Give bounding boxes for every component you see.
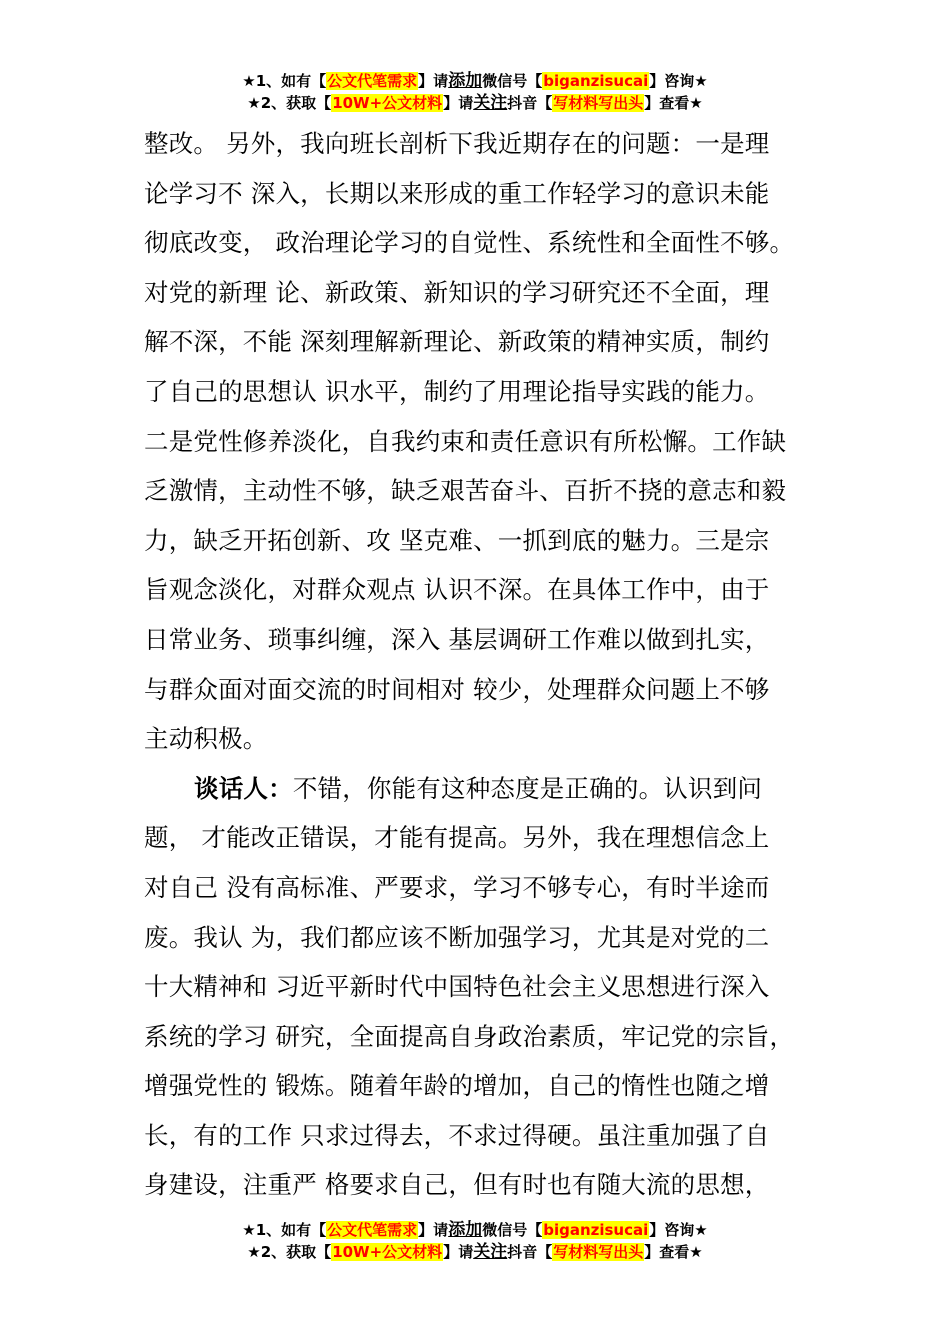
banner-text: 】咨询★ [649,1221,708,1239]
body-line: 主动积极。 [144,724,268,754]
banner-text: 】请 [418,1221,449,1239]
banner-line-2 [0,1241,950,1263]
banner-text: 】请 [443,1243,474,1261]
body-line: 论学习不 深入，长期以来形成的重工作轻学习的意识未能 [144,178,770,208]
banner-text: 】请 [418,72,449,90]
header-banner [0,70,950,114]
body-line: 乏激情，主动性不够，缺乏艰苦奋斗、百折不挠的意志和毅 [144,476,787,506]
body-line: 身建设，注重严 格要求自己，但有时也有随大流的思想， [144,1170,770,1200]
body-line: 二是党性修养淡化，自我约束和责任意识有所松懈。工作缺 [144,426,787,456]
banner-text: 抖音【 [507,94,553,112]
banner-douyin-id: 写材料写出头 [553,94,644,112]
banner-highlight: 10W+公文材料 [332,94,443,112]
banner-text: 】请 [443,94,474,112]
banner-text: 微信号【 [482,72,543,90]
speaker-paragraph-start [144,764,834,814]
body-line: 与群众面对面交流的时间相对 较少，处理群众问题上不够 [144,674,770,704]
body-line: 了自己的思想认 识水平，制约了用理论指导实践的能力。 [144,376,770,406]
banner-text: ★2、获取【 [247,94,332,112]
body-line: 力，缺乏开拓创新、攻 坚克难、一抓到底的魅力。三是宗 [144,525,770,555]
banner-douyin-id: 写材料写出头 [553,1243,644,1261]
banner-underline: 关注 [473,93,508,113]
banner-underline: 添加 [448,71,483,91]
body-line: 不错，你能有这种态度是正确的。认识到问 [292,773,763,803]
body-line: 解不深，不能 深刻理解新理论、新政策的精神实质，制约 [144,327,770,357]
body-line: 整改。 另外，我向班长剖析下我近期存在的问题：一是理 [144,129,770,158]
banner-wechat-id: biganzisucai [543,1221,649,1239]
banner-text: 】查看★ [644,1243,703,1261]
banner-text: ★1、如有【 [242,72,327,90]
banner-text: ★2、获取【 [247,1243,332,1261]
banner-text: 微信号【 [482,1221,543,1239]
footer-banner [0,1219,950,1263]
body-line: 废。我认 为，我们都应该不断加强学习，尤其是对党的二 [144,922,770,952]
banner-text: 】查看★ [644,94,703,112]
body-line: 十大精神和 习近平新时代中国特色社会主义思想进行深入 [144,972,770,1002]
banner-text: 】咨询★ [649,72,708,90]
body-line: 增强党性的 锻炼。随着年龄的增加，自己的惰性也随之增 [144,1071,770,1101]
banner-highlight: 公文代笔需求 [327,72,418,90]
body-line: 对党的新理 论、新政策、新知识的学习研究还不全面，理 [144,277,770,307]
speaker-label: 谈话人： [194,773,293,803]
banner-underline: 关注 [473,1242,508,1262]
banner-underline: 添加 [448,1220,483,1240]
banner-line-1 [0,1219,950,1241]
body-line: 题， 才能改正错误，才能有提高。另外，我在理想信念上 [144,823,770,853]
body-line: 对自己 没有高标准、严要求，学习不够专心，有时半途而 [144,872,770,902]
banner-wechat-id: biganzisucai [543,72,649,90]
banner-line-2 [0,92,950,114]
banner-line-1 [0,70,950,92]
banner-text: ★1、如有【 [242,1221,327,1239]
banner-highlight: 公文代笔需求 [327,1221,418,1239]
banner-text: 抖音【 [507,1243,553,1261]
document-body [144,119,834,1210]
body-line: 系统的学习 研究，全面提高自身政治素质，牢记党的宗旨， [144,1021,795,1051]
body-line: 日常业务、琐事纠缠，深入 基层调研工作难以做到扎实， [144,624,770,654]
banner-highlight: 10W+公文材料 [332,1243,443,1261]
body-line: 旨观念淡化，对群众观点 认识不深。在具体工作中，由于 [144,575,770,605]
body-line: 彻底改变， 政治理论学习的自觉性、系统性和全面性不够。 [144,228,795,258]
body-line: 长，有的工作 只求过得去，不求过得硬。虽注重加强了自 [144,1120,770,1150]
